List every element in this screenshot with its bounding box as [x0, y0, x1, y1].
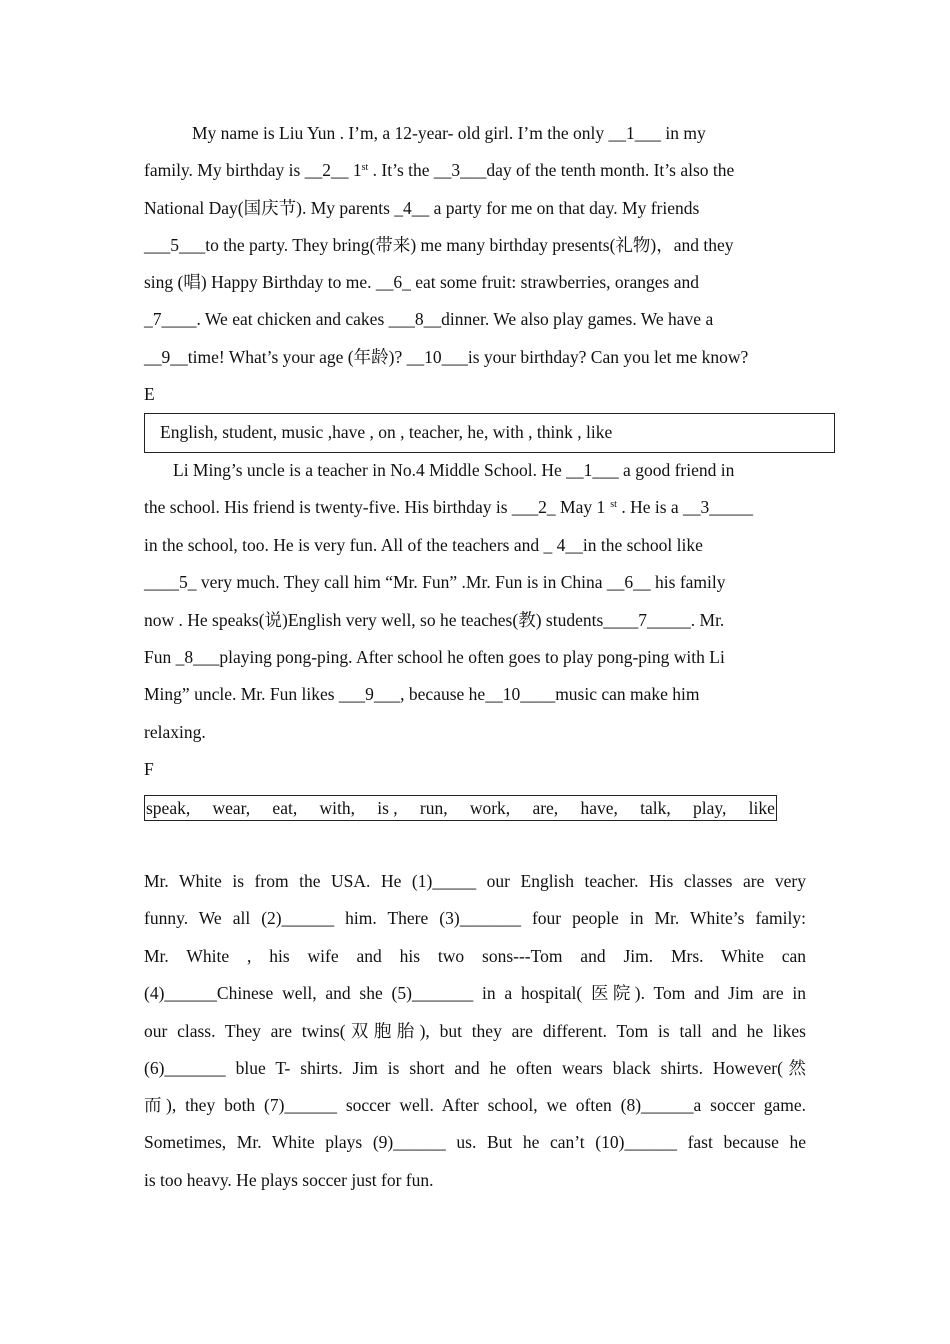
passage-line: __9__time! What’s your age (年龄)? __10___is your birthday? Can you let me know? — [144, 347, 749, 367]
word-bank-item: have, — [580, 797, 618, 818]
word-bank-item: with, — [319, 797, 355, 818]
section-e-heading: E — [144, 384, 155, 404]
word-bank-item: work, — [469, 797, 511, 818]
word-bank-item: wear, — [212, 797, 251, 818]
passage-line: now . He speaks(说)English very well, so he teaches(教) students____7_____. Mr. — [144, 610, 725, 630]
passage-line: 而), they both (7)______ soccer well. After school, we often (8)______a soccer game. — [144, 1095, 806, 1115]
word-bank-item: run, — [419, 797, 448, 818]
word-bank-item: talk, — [640, 797, 671, 818]
word-bank-item: play, — [692, 797, 727, 818]
word-bank-item: are, — [532, 797, 559, 818]
word-bank-item: like — [748, 797, 775, 818]
passage-line: (6)_______ blue T- shirts. Jim is short and he often wears black shirts. However(然 — [144, 1058, 806, 1078]
passage-line: funny. We all (2)______ him. There (3)_______ four people in Mr. White’s family: — [144, 908, 806, 928]
passage-line: our class. They are twins(双胞胎), but they are different. Tom is tall and he likes — [144, 1021, 806, 1041]
section-f-heading: F — [144, 759, 154, 779]
passage-line: Sometimes, Mr. White plays (9)______ us. But he can’t (10)______ fast because he — [144, 1132, 806, 1152]
passage-line: ___5___to the party. They bring(带来) me many birthday presents(礼物)，and they — [144, 235, 734, 255]
passage-line: Li Ming’s uncle is a teacher in No.4 Middle School. He __1___ a good friend in — [173, 460, 735, 480]
passage-line: Fun _8___playing pong-ping. After school he often goes to play pong-ping with Li — [144, 647, 725, 667]
passage-line: _7____. We eat chicken and cakes ___8__dinner. We also play games. We have a — [144, 309, 714, 329]
passage-line: ____5_ very much. They call him “Mr. Fun” .Mr. Fun is in China __6__ his family — [144, 572, 726, 592]
passage-line: the school. His friend is twenty-five. His birthday is ___2_ May 1 $^{st}$ . He is a __3_____ — [144, 497, 754, 517]
passage-line: Mr. White , his wife and his two sons---Tom and Jim. Mrs. White can — [144, 946, 806, 966]
passage-line: sing (唱) Happy Birthday to me. __6_ eat some fruit: strawberries, oranges and — [144, 272, 700, 292]
word-bank-item: speak, — [146, 797, 191, 818]
passage-line: family. My birthday is __2__ 1st . It’s the __3___day of the tenth month. It’s also the — [144, 160, 735, 180]
passage-line: in the school, too. He is very fun. All of the teachers and _ 4__in the school like — [144, 535, 703, 555]
passage-line: Mr. White is from the USA. He (1)_____ our English teacher. His classes are very — [144, 871, 806, 891]
passage-line: National Day(国庆节). My parents _4__ a party for me on that day. My friends — [144, 198, 700, 218]
passage-line: (4)______Chinese well, and she (5)_______ in a hospital( 医院). Tom and Jim are in — [144, 983, 806, 1003]
section-f-word-bank — [144, 795, 777, 821]
section-e-word-bank: English, student, music ,have , on , teacher, he, with , think , like — [144, 413, 835, 453]
passage-line: My name is Liu Yun . I’m, a 12-year- old girl. I’m the only __1___ in my — [192, 123, 706, 143]
word-bank-item: is , — [377, 797, 398, 818]
passage-line: relaxing. — [144, 722, 206, 742]
passage-line: Ming” uncle. Mr. Fun likes ___9___, because he__10____music can make him — [144, 684, 700, 704]
passage-line: is too heavy. He plays soccer just for fun. — [144, 1170, 434, 1190]
word-bank-item: eat, — [272, 797, 298, 818]
